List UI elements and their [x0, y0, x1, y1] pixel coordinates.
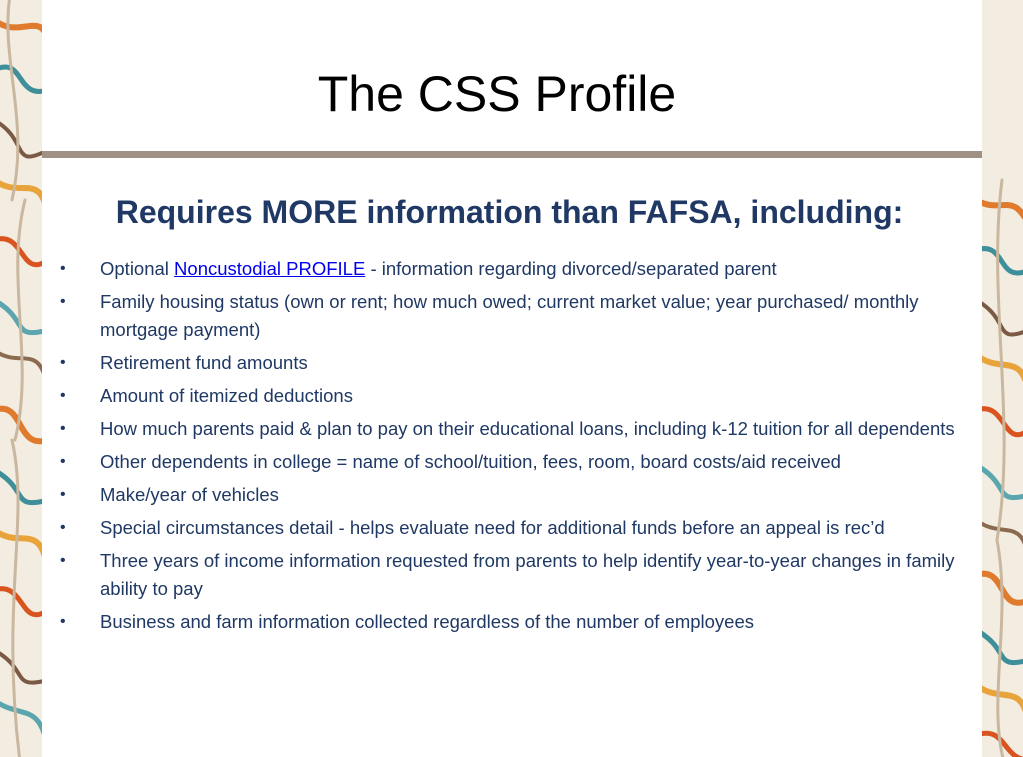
decorative-ribbon-left	[0, 0, 42, 757]
list-item	[56, 288, 976, 344]
list-item-text: Other dependents in college = name of school/tuition, fees, room, board costs/aid received	[100, 451, 841, 472]
list-item	[56, 382, 976, 410]
bullet-icon: •	[60, 519, 66, 536]
list-item-text-suffix: - information regarding divorced/separated parent	[365, 258, 777, 279]
slide-title: The CSS Profile	[317, 66, 677, 122]
slide-content	[42, 0, 982, 757]
list-item	[56, 514, 976, 542]
bullet-list	[56, 255, 976, 641]
list-item	[56, 349, 976, 377]
list-item-text: Special circumstances detail - helps evaluate need for additional funds before an appeal is rec’d	[100, 517, 885, 538]
list-item-text: How much parents paid & plan to pay on their educational loans, including k-12 tuition for all dependents	[100, 418, 955, 439]
noncustodial-profile-link[interactable]: Noncustodial PROFILE	[174, 258, 366, 279]
list-item	[56, 448, 976, 476]
list-item-text: Business and farm information collected regardless of the number of employees	[100, 611, 755, 632]
list-item-text: Family housing status (own or rent; how much owed; current market value; year purchased/ monthly mortgage payment)	[100, 291, 919, 340]
list-item-text: Make/year of vehicles	[100, 484, 279, 505]
bullet-icon: •	[60, 387, 66, 404]
list-item-text: Three years of income information requested from parents to help identify year-to-year changes in family ability to pay	[100, 550, 955, 599]
bullet-icon: •	[60, 552, 66, 569]
list-item	[56, 255, 976, 283]
bullet-icon: •	[60, 293, 66, 310]
list-item	[56, 481, 976, 509]
decorative-ribbon-right	[982, 0, 1023, 757]
bullet-icon: •	[60, 420, 66, 437]
bullet-icon: •	[60, 354, 66, 371]
list-item-text: Amount of itemized deductions	[100, 385, 353, 406]
bullet-icon: •	[60, 486, 66, 503]
list-item-text: Retirement fund amounts	[100, 352, 308, 373]
bullet-icon: •	[60, 260, 66, 277]
list-item	[56, 608, 976, 636]
bullet-icon: •	[60, 453, 66, 470]
list-item	[56, 415, 976, 443]
title-divider	[42, 151, 982, 158]
slide-subtitle: Requires MORE information than FAFSA, including:	[115, 194, 904, 230]
bullet-icon: •	[60, 613, 66, 630]
list-item	[56, 547, 976, 603]
list-item-text-prefix: Optional	[100, 258, 175, 279]
